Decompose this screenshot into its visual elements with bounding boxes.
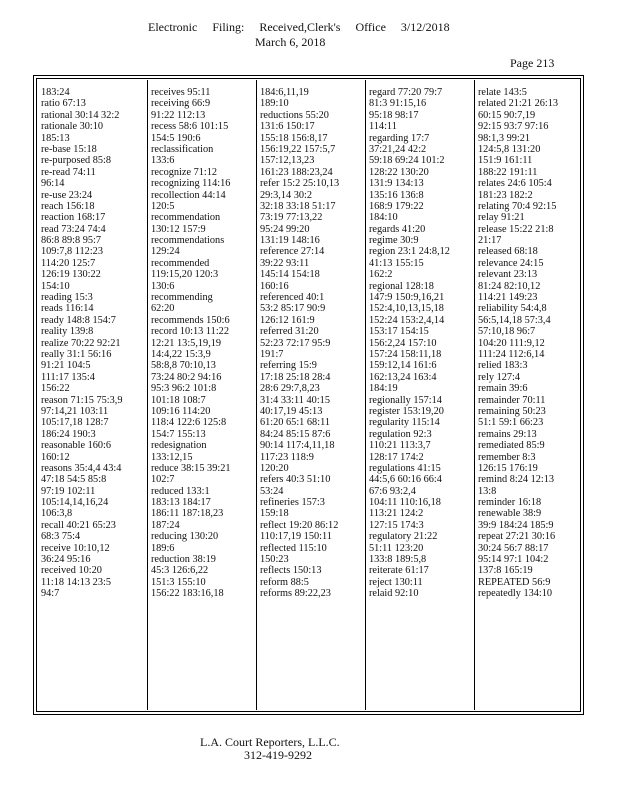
column-divider: [474, 80, 475, 710]
index-entry: 114:21 149:23: [478, 292, 538, 304]
index-entry: 73:19 77:13,22: [260, 212, 323, 224]
index-entry: 156:22 183:16,18: [151, 588, 224, 600]
index-entry: 152:4,10,13,15,18: [369, 303, 444, 315]
index-entry: reform 88:5: [260, 576, 309, 588]
index-entry: record 10:13 11:22: [151, 326, 229, 338]
index-entry: 127:15 174:3: [369, 519, 424, 531]
index-entry: re-read 74:11: [41, 166, 96, 178]
index-entry: 95:14 97:1 104:2: [478, 554, 549, 566]
index-entry: 191:7: [260, 348, 284, 360]
index-entry: reason 71:15 75:3,9: [41, 394, 123, 406]
index-entry: 102:7: [151, 474, 175, 486]
index-entry: 59:18 69:24 101:2: [369, 155, 445, 167]
index-entry: 58:8,8 70:10,13: [151, 360, 216, 372]
index-entry: recognize 71:12: [151, 166, 218, 178]
index-entry: 39:22 93:11: [260, 257, 310, 269]
index-entry: reflected 115:10: [260, 542, 327, 554]
index-entry: 52:23 72:17 95:9: [260, 337, 331, 349]
index-entry: 189:6: [151, 542, 175, 554]
index-entry: regulation 92:3: [369, 428, 432, 440]
index-entry: 86:8 89:8 95:7: [41, 235, 102, 247]
index-entry: 110:21 113:3,7: [369, 440, 431, 452]
index-entry: reasonable 160:6: [41, 440, 112, 452]
index-entry: relating 70:4 92:15: [478, 200, 557, 212]
index-entry: 133:12,15: [151, 451, 193, 463]
index-entry: rely 127:4: [478, 371, 521, 383]
index-entry: reality 139:8: [41, 326, 94, 338]
index-entry: receives 95:11: [151, 87, 211, 98]
index-entry: 135:16 136:8: [369, 189, 424, 201]
index-entry: 162:2: [369, 269, 393, 281]
index-entry: register 153:19,20: [369, 405, 444, 417]
index-entry: 106:3,8: [41, 508, 73, 520]
index-entry: 91:21 104:5: [41, 360, 91, 372]
index-entry: 124:5,8 131:20: [478, 143, 541, 155]
index-entry: 28:6 29:7,8,23: [260, 383, 320, 395]
index-entry: rationale 30:10: [41, 121, 104, 133]
filing-date-line: March 6, 2018: [255, 35, 326, 49]
index-entry: 21:17: [478, 235, 502, 247]
index-entry: regard 77:20 79:7: [369, 87, 443, 98]
index-entry: repeat 27:21 30:16: [478, 531, 556, 543]
index-entry: 117:23 118:9: [260, 451, 314, 463]
index-entry: 184:10: [369, 212, 398, 224]
index-entry: reduction 38:19: [151, 554, 216, 566]
index-entry: 95:24 99:20: [260, 223, 310, 235]
index-entry: 53:24: [260, 485, 284, 497]
index-entry: regularity 115:14: [369, 417, 440, 429]
index-entry: 97:19 102:11: [41, 485, 96, 497]
index-entry: 57:10,18 96:7: [478, 326, 536, 338]
filing-office: Office: [355, 20, 386, 34]
index-entry: 133:8 189:5,8: [369, 554, 427, 566]
index-entry: redesignation: [151, 440, 207, 452]
index-entry: 130:6: [151, 280, 175, 292]
index-entry: read 73:24 74:4: [41, 223, 106, 235]
index-entry: relevant 23:13: [478, 269, 538, 281]
index-entry: 94:7: [41, 588, 60, 600]
index-entry: reject 130:11: [369, 576, 423, 588]
index-entry: reforms 89:22,23: [260, 588, 331, 600]
index-entry: 189:10: [260, 98, 289, 110]
index-entry: 137:8 165:19: [478, 565, 533, 577]
index-entry: 109:16 114:20: [151, 405, 211, 417]
index-frame: [33, 75, 584, 715]
index-entry: region 23:1 24:8,12: [369, 246, 450, 258]
index-entry: re-use 23:24: [41, 189, 93, 201]
index-entry: recommends 150:6: [151, 314, 230, 326]
index-entry: 162:13,24 163:4: [369, 371, 437, 383]
index-entry: repeatedly 134:10: [478, 588, 553, 600]
index-entry: reliability 54:4,8: [478, 303, 547, 315]
index-entry: recognizing 114:16: [151, 178, 231, 190]
index-entry: rational 30:14 32:2: [41, 109, 120, 121]
index-entry: renewable 38:9: [478, 508, 542, 520]
index-entry: remainder 70:11: [478, 394, 546, 406]
index-entry: 44:5,6 60:16 66:4: [369, 474, 442, 486]
index-entry: 155:18 156:8,17: [260, 132, 328, 144]
index-entry: relied 183:3: [478, 360, 528, 372]
index-entry: 37:21,24 42:2: [369, 143, 427, 155]
index-entry: reasons 35:4,4 43:4: [41, 462, 122, 474]
index-entry: 51:11 123:20: [369, 542, 424, 554]
index-column-2: [151, 87, 255, 600]
index-entry: 97:14,21 103:11: [41, 405, 109, 417]
index-entry: 128:17 174:2: [369, 451, 424, 463]
index-entry: referred 31:20: [260, 326, 319, 338]
index-entry: 184:19: [369, 383, 398, 395]
filing-stamp-line: [148, 20, 462, 35]
index-entry: 154:7 155:13: [151, 428, 206, 440]
index-entry: 39:9 184:24 185:9: [478, 519, 554, 531]
filing-filing: Filing:: [212, 20, 245, 34]
index-entry: reclassification: [151, 143, 214, 155]
index-entry: regulations 41:15: [369, 462, 441, 474]
index-entry: 84:24 85:15 87:6: [260, 428, 331, 440]
index-entry: 104:20 111:9,12: [478, 337, 545, 349]
index-entry: 17:18 25:18 28:4: [260, 371, 331, 383]
index-entry: ready 148:8 154:7: [41, 314, 116, 326]
index-entry: reiterate 61:17: [369, 565, 429, 577]
index-entry: 73:24 80:2 94:16: [151, 371, 222, 383]
index-entry: REPEATED 56:9: [478, 576, 551, 588]
index-entry: recollection 44:14: [151, 189, 226, 201]
index-entry: re-purposed 85:8: [41, 155, 112, 167]
index-entry: 114:11: [369, 121, 397, 133]
footer-company: L.A. Court Reporters, L.L.C.: [200, 735, 340, 749]
index-entry: regionally 157:14: [369, 394, 442, 406]
footer-phone: 312-419-9292: [244, 748, 312, 762]
index-entry: reach 156:18: [41, 200, 95, 212]
index-entry: 151:3 155:10: [151, 576, 206, 588]
index-entry: reductions 55:20: [260, 109, 329, 121]
index-entry: 14:4,22 15:3,9: [151, 348, 211, 360]
index-entry: reminder 16:18: [478, 497, 542, 509]
index-entry: relates 24:6 105:4: [478, 178, 552, 190]
filing-electronic: Electronic: [148, 20, 198, 34]
index-entry: 92:15 93:7 97:16: [478, 121, 549, 133]
index-entry: 183:24: [41, 87, 70, 98]
index-entry: 105:17,18 128:7: [41, 417, 109, 429]
index-entry: 159:18: [260, 508, 289, 520]
index-entry: 11:18 14:13 23:5: [41, 576, 111, 588]
index-column-1: [41, 87, 145, 600]
index-entry: 101:18 108:7: [151, 394, 206, 406]
index-entry: 131:9 134:13: [369, 178, 424, 190]
page-number: Page 213: [510, 56, 555, 70]
index-entry: 30:24 56:7 88:17: [478, 542, 549, 554]
index-entry: 154:5 190:6: [151, 132, 201, 144]
index-entry: regime 30:9: [369, 235, 419, 247]
index-entry: 150:23: [260, 554, 289, 566]
index-entry: reduced 133:1: [151, 485, 210, 497]
index-column-4: [369, 87, 473, 600]
index-entry: 129:24: [151, 246, 180, 258]
index-entry: regulatory 21:22: [369, 531, 438, 543]
index-entry: 47:18 54:5 85:8: [41, 474, 107, 486]
index-entry: remember 8:3: [478, 451, 536, 463]
index-entry: 186:24 190:3: [41, 428, 96, 440]
index-entry: 119:15,20 120:3: [151, 269, 219, 281]
index-entry: realize 70:22 92:21: [41, 337, 121, 349]
index-entry: 95:18 98:17: [369, 109, 419, 121]
index-entry: 160:12: [41, 451, 70, 463]
index-entry: 90:14 117:4,11,18: [260, 440, 335, 452]
index-entry: received 10:20: [41, 565, 102, 577]
index-entry: 40:17,19 45:13: [260, 405, 323, 417]
index-entry: released 68:18: [478, 246, 538, 258]
column-divider: [256, 80, 257, 710]
index-entry: 120:20: [260, 462, 289, 474]
index-entry: remaining 50:23: [478, 405, 546, 417]
index-entry: referring 15:9: [260, 360, 317, 372]
index-entry: 105:14,14,16,24: [41, 497, 109, 509]
index-entry: reaction 168:17: [41, 212, 106, 224]
index-entry: 114:20 125:7: [41, 257, 96, 269]
index-entry: regional 128:18: [369, 280, 434, 292]
index-entry: 152:24 153:2,4,14: [369, 314, 445, 326]
index-entry: remind 8:24 12:13: [478, 474, 555, 486]
index-entry: really 31:1 56:16: [41, 348, 112, 360]
index-entry: 81:24 82:10,12: [478, 280, 541, 292]
index-entry: 161:23 188:23,24: [260, 166, 333, 178]
index-entry: 145:14 154:18: [260, 269, 320, 281]
index-entry: 156:22: [41, 383, 70, 395]
index-entry: reflects 150:13: [260, 565, 322, 577]
index-entry: 62:20: [151, 303, 175, 315]
index-entry: 60:15 90:7,19: [478, 109, 536, 121]
index-entry: reading 15:3: [41, 292, 93, 304]
filing-received: Received,Clerk's: [259, 20, 341, 34]
index-entry: 154:10: [41, 280, 70, 292]
index-entry: receive 10:10,12: [41, 542, 110, 554]
index-entry: re-base 15:18: [41, 143, 97, 155]
index-entry: relay 91:21: [478, 212, 525, 224]
index-entry: 147:9 150:9,16,21: [369, 292, 445, 304]
index-entry: 151:9 161:11: [478, 155, 533, 167]
index-entry: remediated 85:9: [478, 440, 545, 452]
index-entry: 45:3 126:6,22: [151, 565, 209, 577]
index-entry: 113:21 124:2: [369, 508, 424, 520]
index-entry: 31:4 33:11 40:15: [260, 394, 330, 406]
index-entry: relevance 24:15: [478, 257, 544, 269]
index-entry: 131:19 148:16: [260, 235, 320, 247]
index-entry: 12:21 13:5,19,19: [151, 337, 222, 349]
index-entry: recommending: [151, 292, 213, 304]
index-entry: 156:2,24 157:10: [369, 337, 437, 349]
index-entry: relaid 92:10: [369, 588, 419, 600]
index-entry: 168:9 179:22: [369, 200, 424, 212]
index-entry: 110:17,19 150:11: [260, 531, 332, 543]
index-entry: 29:3,14 30:2: [260, 189, 313, 201]
index-entry: relate 143:5: [478, 87, 527, 98]
index-entry: 187:24: [151, 519, 180, 531]
index-entry: reduce 38:15 39:21: [151, 462, 231, 474]
index-entry: regards 41:20: [369, 223, 426, 235]
index-entry: remain 39:6: [478, 383, 528, 395]
index-entry: 61:20 65:1 68:11: [260, 417, 330, 429]
index-entry: 51:1 59:1 66:23: [478, 417, 544, 429]
index-entry: 131:6 150:17: [260, 121, 315, 133]
index-entry: 53:2 85:17 90:9: [260, 303, 326, 315]
index-entry: 13:8: [478, 485, 497, 497]
index-entry: remains 29:13: [478, 428, 537, 440]
index-entry: 181:23 182:2: [478, 189, 533, 201]
index-entry: 156:19,22 157:5,7: [260, 143, 336, 155]
index-entry: 157:24 158:11,18: [369, 348, 442, 360]
index-column-5: [478, 87, 582, 600]
index-column-3: [260, 87, 364, 600]
index-entry: reference 27:14: [260, 246, 325, 258]
index-entry: recommended: [151, 257, 210, 269]
index-entry: 111:17 135:4: [41, 371, 95, 383]
index-entry: regarding 17:7: [369, 132, 430, 144]
index-entry: release 15:22 21:8: [478, 223, 554, 235]
index-entry: 41:13 155:15: [369, 257, 424, 269]
index-entry: 185:13: [41, 132, 70, 144]
index-entry: receiving 66:9: [151, 98, 211, 110]
index-entry: 126:15 176:19: [478, 462, 538, 474]
index-entry: 68:3 75:4: [41, 531, 81, 543]
index-entry: 98:1,3 99:21: [478, 132, 531, 144]
index-entry: refer 15:2 25:10,13: [260, 178, 340, 190]
index-entry: 81:3 91:15,16: [369, 98, 427, 110]
index-entry: 120:5: [151, 200, 175, 212]
index-entry: refers 40:3 51:10: [260, 474, 331, 486]
index-entry: 186:11 187:18,23: [151, 508, 224, 520]
index-entry: 32:18 33:18 51:17: [260, 200, 336, 212]
index-entry: reads 116:14: [41, 303, 94, 315]
index-entry: 56:5,14,18 57:3,4: [478, 314, 551, 326]
index-entry: 183:13 184:17: [151, 497, 211, 509]
index-entry: 184:6,11,19: [260, 87, 309, 98]
column-divider: [147, 80, 148, 710]
index-entry: ratio 67:13: [41, 98, 86, 110]
index-entry: 126:19 130:22: [41, 269, 101, 281]
index-entry: 109:7,8 112:23: [41, 246, 103, 258]
index-entry: 91:22 112:13: [151, 109, 206, 121]
index-entry: referenced 40:1: [260, 292, 325, 304]
index-entry: 157:12,13,23: [260, 155, 315, 167]
index-entry: 118:4 122:6 125:8: [151, 417, 227, 429]
index-entry: 128:22 130:20: [369, 166, 429, 178]
filing-date: 3/12/2018: [400, 20, 450, 34]
index-entry: 188:22 191:11: [478, 166, 538, 178]
index-entry: recall 40:21 65:23: [41, 519, 116, 531]
index-entry: 160:16: [260, 280, 289, 292]
index-entry: 159:12,14 161:6: [369, 360, 437, 372]
index-entry: 67:6 93:2,4: [369, 485, 416, 497]
index-entry: recess 58:6 101:15: [151, 121, 229, 133]
index-entry: 95:3 96:2 101:8: [151, 383, 217, 395]
index-entry: 36:24 95:16: [41, 554, 91, 566]
index-entry: 104:11 110:16,18: [369, 497, 441, 509]
index-entry: recommendations: [151, 235, 225, 247]
index-entry: 96:14: [41, 178, 65, 190]
index-entry: 111:24 112:6,14: [478, 348, 545, 360]
index-entry: 153:17 154:15: [369, 326, 429, 338]
index-entry: 126:12 161:9: [260, 314, 315, 326]
index-entry: reflect 19:20 86:12: [260, 519, 339, 531]
index-entry: refineries 157:3: [260, 497, 325, 509]
index-entry: recommendation: [151, 212, 221, 224]
column-divider: [365, 80, 366, 710]
index-entry: 130:12 157:9: [151, 223, 206, 235]
index-entry: reducing 130:20: [151, 531, 219, 543]
index-entry: 133:6: [151, 155, 175, 167]
index-entry: related 21:21 26:13: [478, 98, 559, 110]
